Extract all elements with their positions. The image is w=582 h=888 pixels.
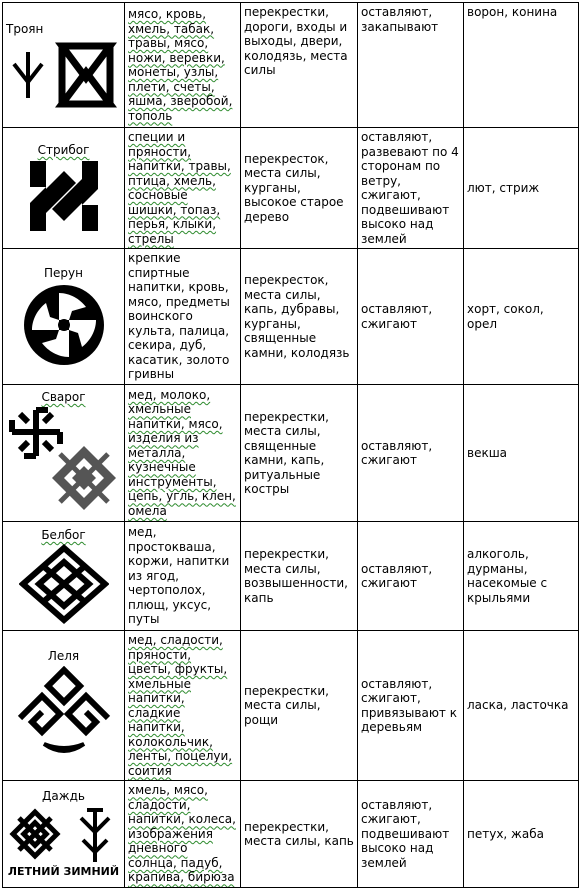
deity-name: Сварог bbox=[41, 389, 86, 404]
method-cell bbox=[358, 3, 464, 128]
method-cell bbox=[358, 781, 464, 888]
places-text: перекрестки, места силы, священные камни, капь, ритуальные костры bbox=[244, 409, 329, 496]
places-text: перекрестки, места силы, капь bbox=[244, 819, 354, 848]
deity-cell bbox=[3, 3, 125, 128]
places-text: перекресток, места силы, курганы, высокое старое дерево bbox=[244, 151, 344, 224]
method-text: оставляют, сжигают bbox=[361, 302, 433, 331]
animals-cell bbox=[464, 249, 579, 385]
method-cell bbox=[358, 128, 464, 249]
deity-cell bbox=[3, 128, 125, 249]
offerings-cell bbox=[125, 385, 241, 522]
dazhd-symbol-icon bbox=[7, 806, 121, 864]
offerings-cell bbox=[125, 249, 241, 385]
table-row bbox=[3, 781, 579, 888]
deity-name: Стрибог bbox=[37, 142, 90, 157]
animals-text: ворон, конина bbox=[467, 5, 558, 19]
places-text: перекрестки, места силы, возвышенности, капь bbox=[244, 547, 348, 605]
table-row bbox=[3, 3, 579, 128]
animals-cell bbox=[464, 781, 579, 888]
animals-text: хорт, сокол, орел bbox=[467, 302, 544, 331]
table-row bbox=[3, 522, 579, 631]
perun-symbol-icon bbox=[22, 283, 106, 367]
deity-cell bbox=[3, 522, 125, 631]
offerings-text: крепкие спиртные напитки, кровь, мясо, предметы воинского культа, палица, секира, дуб, касатик, золото гривны bbox=[128, 251, 230, 382]
places-text: перекрестки, дороги, входы и выходы, двери, колодязь, места силы bbox=[244, 5, 348, 77]
deity-name: Белбог bbox=[41, 527, 86, 542]
animals-text: алкоголь, дурманы, насекомые с крыльями bbox=[467, 547, 548, 605]
offerings-cell bbox=[125, 522, 241, 631]
deity-name: Перун bbox=[44, 266, 83, 281]
offerings-text: хмель, мясо, сладости, напитки, колеса, изображения дневного солнца, падуб, крапива, бирюза bbox=[128, 783, 236, 885]
deity-cell bbox=[3, 781, 125, 888]
method-text: оставляют, развевают по 4 сторонам по ветру, сжигают, подвешивают высоко над землей bbox=[361, 130, 459, 246]
offerings-text: мед, простокваша, коржи, напитки из ягод, чертополох, плющ, уксус, путы bbox=[128, 525, 230, 627]
places-cell bbox=[241, 522, 358, 631]
places-cell bbox=[241, 128, 358, 249]
method-cell bbox=[358, 522, 464, 631]
table-row bbox=[3, 631, 579, 781]
deity-cell bbox=[3, 385, 125, 522]
offerings-cell bbox=[125, 3, 241, 128]
places-cell bbox=[241, 781, 358, 888]
method-text: оставляют, сжигают bbox=[361, 438, 433, 467]
places-cell bbox=[241, 249, 358, 385]
deity-name: Даждь bbox=[42, 789, 85, 803]
animals-cell bbox=[464, 3, 579, 128]
animals-text: петух, жаба bbox=[467, 826, 544, 841]
places-text: перекресток, места силы, капь, дубравы, курганы, священные камни, колодязь bbox=[244, 273, 350, 360]
method-text: оставляют, сжигают, привязывают к деревьям bbox=[361, 676, 457, 734]
offerings-cell bbox=[125, 781, 241, 888]
troyan-symbol-icon bbox=[8, 38, 120, 108]
animals-cell bbox=[464, 522, 579, 631]
offerings-text: специи и пряности, напитки, травы, птица, хмель, сосновые шишки, топаз, перья, клыки, стрелы bbox=[128, 130, 231, 246]
offerings-text: мясо, кровь, хмель, табак, травы, мясо, ножи, веревки, монеты, узлы, плети, счеты, яшма, зверобой, тополь bbox=[128, 7, 233, 123]
deity-cell bbox=[3, 249, 125, 385]
places-cell bbox=[241, 385, 358, 522]
method-cell bbox=[358, 631, 464, 781]
animals-text: векша bbox=[467, 445, 508, 460]
summer-label: ЛЕТНИЙ bbox=[7, 864, 60, 878]
animals-text: лют, стриж bbox=[467, 180, 540, 195]
places-text: перекрестки, места силы, рощи bbox=[244, 683, 329, 727]
deity-name: Леля bbox=[47, 649, 80, 664]
deity-name: Троян bbox=[6, 21, 44, 36]
table-row bbox=[3, 249, 579, 385]
stribog-symbol-icon bbox=[24, 159, 104, 233]
places-cell bbox=[241, 631, 358, 781]
animals-cell bbox=[464, 385, 579, 522]
offerings-cell bbox=[125, 128, 241, 249]
method-cell bbox=[358, 385, 464, 522]
method-text: оставляют, сжигают bbox=[361, 561, 433, 590]
svarog-symbol-icon bbox=[8, 406, 120, 516]
offerings-text: мед, сладости, пряности, цветы, фрукты, хмельные напитки, сладкие напитки, колокольчик, ленты, поцелуи, соития bbox=[128, 633, 233, 778]
winter-label: ЗИМНИЙ bbox=[63, 864, 120, 878]
places-cell bbox=[241, 3, 358, 128]
offerings-cell bbox=[125, 631, 241, 781]
method-text: оставляют, сжигают, подвешивают высоко над землей bbox=[361, 797, 450, 870]
table-row bbox=[3, 385, 579, 522]
pantheon-table bbox=[2, 2, 579, 888]
lelya-symbol-icon bbox=[12, 666, 116, 762]
method-text: оставляют, закапывают bbox=[361, 5, 439, 34]
offerings-text: мед, молоко, хмельные напитки, мясо, изделия из металла, кузнечные инструменты, цепь, угль, клен, омела bbox=[128, 387, 236, 518]
belbog-symbol-icon bbox=[19, 544, 109, 624]
animals-cell bbox=[464, 631, 579, 781]
deity-cell bbox=[3, 631, 125, 781]
animals-text: ласка, ласточка bbox=[467, 698, 569, 713]
table-row bbox=[3, 128, 579, 249]
method-cell bbox=[358, 249, 464, 385]
animals-cell bbox=[464, 128, 579, 249]
